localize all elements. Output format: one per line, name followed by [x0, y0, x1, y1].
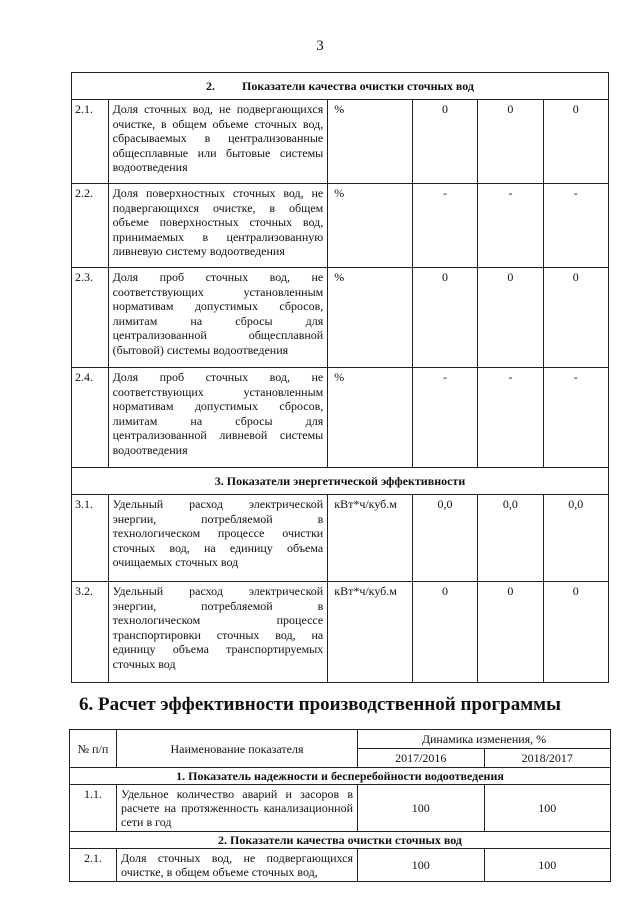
unit-cell: кВт*ч/куб.м	[328, 495, 413, 582]
indicator-name: Доля поверхностных сточных вод, не подвергающихся очистке, в общем объеме поверхностных сточных вод, принимаемых в централизованную ливневую систему водоотведения	[108, 184, 328, 268]
value-cell: -	[478, 368, 543, 468]
section-title: 2. Показатели качества очистки сточных вод	[70, 832, 611, 849]
column-header-year: 2017/2016	[358, 749, 485, 768]
indicators-table	[71, 72, 609, 683]
value-cell: 100	[358, 849, 485, 882]
table-row	[70, 785, 611, 832]
row-number: 1.1.	[70, 785, 117, 832]
table-row	[72, 268, 609, 368]
row-number: 2.1.	[72, 100, 109, 184]
table-row	[72, 368, 609, 468]
value-cell: -	[543, 368, 608, 468]
indicator-name: Доля проб сточных вод, не соответствующих установленным нормативам допустимых сбросов, лимитам на сбросы для централизованной ливневой системы водоотведения	[108, 368, 328, 468]
value-cell: -	[478, 184, 543, 268]
unit-cell: %	[328, 184, 413, 268]
value-cell: 100	[484, 785, 611, 832]
value-cell: 0	[478, 582, 543, 683]
value-cell: -	[412, 368, 477, 468]
value-cell: 0,0	[543, 495, 608, 582]
row-number: 3.2.	[72, 582, 109, 683]
unit-cell: %	[328, 268, 413, 368]
value-cell: 0	[412, 100, 477, 184]
column-header-number: № п/п	[70, 730, 117, 768]
unit-cell: %	[328, 368, 413, 468]
unit-cell: %	[328, 100, 413, 184]
value-cell: 0	[478, 268, 543, 368]
page-number: 3	[316, 38, 324, 54]
value-cell: 0,0	[412, 495, 477, 582]
table-row	[70, 849, 611, 882]
value-cell: -	[543, 184, 608, 268]
value-cell: 0	[543, 268, 608, 368]
row-number: 2.2.	[72, 184, 109, 268]
indicator-name: Доля проб сточных вод, не соответствующих установленным нормативам допустимых сбросов, лимитам на сбросы для централизованной общесплавной (бытовой) системы водоотведения	[108, 268, 328, 368]
efficiency-table	[69, 729, 611, 882]
indicator-name: Удельное количество аварий и засоров в расчете на протяженность канализационной сети в год	[117, 785, 358, 832]
column-header-dynamics: Динамика изменения, %	[358, 730, 611, 749]
table-row	[72, 495, 609, 582]
table-row	[72, 184, 609, 268]
row-number: 2.1.	[70, 849, 117, 882]
value-cell: 0	[543, 582, 608, 683]
table-row	[72, 100, 609, 184]
column-header-name: Наименование показателя	[117, 730, 358, 768]
row-number: 2.3.	[72, 268, 109, 368]
indicator-name: Доля сточных вод, не подвергающихся очистке, в общем объеме сточных вод,	[117, 849, 358, 882]
value-cell: 0	[478, 100, 543, 184]
value-cell: 0	[412, 268, 477, 368]
value-cell: 0	[412, 582, 477, 683]
row-number: 3.1.	[72, 495, 109, 582]
section-title: 3. Показатели энергетической эффективности	[72, 468, 609, 495]
table-row	[72, 582, 609, 683]
value-cell: 100	[484, 849, 611, 882]
indicator-name: Доля сточных вод, не подвергающихся очистке, в общем объеме сточных вод, сбрасываемых в централизованные общесплавные или бытовые системы водоотведения	[108, 100, 328, 184]
unit-cell: кВт*ч/куб.м	[328, 582, 413, 683]
value-cell: 100	[358, 785, 485, 832]
indicator-name: Удельный расход электрической энергии, потребляемой в технологическом процессе транспортировки сточных вод, на единицу объема транспортируемых сточных вод	[108, 582, 328, 683]
value-cell: 0,0	[478, 495, 543, 582]
indicator-name: Удельный расход электрической энергии, потребляемой в технологическом процессе очистки сточных вод, на единицу объема очищаемых сточных вод	[108, 495, 328, 582]
section-heading: 6. Расчет эффективности производственной программы	[79, 694, 561, 715]
section-title: 1. Показатель надежности и бесперебойности водоотведения	[70, 768, 611, 785]
value-cell: -	[412, 184, 477, 268]
value-cell: 0	[543, 100, 608, 184]
row-number: 2.4.	[72, 368, 109, 468]
section-title: 2. Показатели качества очистки сточных вод	[72, 73, 609, 100]
column-header-year: 2018/2017	[484, 749, 611, 768]
